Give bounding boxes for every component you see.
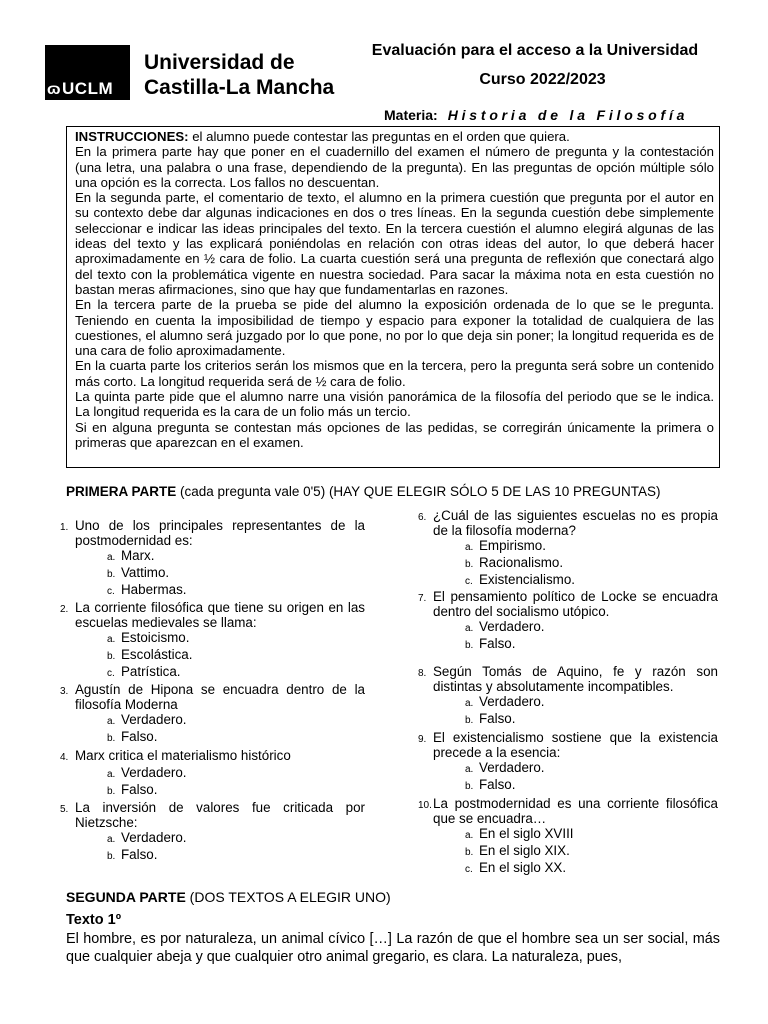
- question-number: 9.: [418, 734, 427, 745]
- subject-value: Historia de la Filosofía: [447, 107, 689, 123]
- text1-title: Texto 1º: [66, 912, 121, 928]
- question-number: 1.: [60, 522, 69, 533]
- answer-option: a. Verdadero.: [107, 712, 187, 727]
- question-number: 3.: [60, 686, 69, 697]
- exam-title: Evaluación para el acceso a la Universidad: [371, 42, 699, 59]
- question-text: La corriente filosófica que tiene su origen en las escuelas medievales se llama:: [75, 600, 365, 630]
- answer-option: c. Habermas.: [107, 582, 187, 597]
- answer-option: b. Falso.: [107, 782, 158, 797]
- answer-option: a. Verdadero.: [465, 619, 545, 634]
- question-item: [418, 508, 718, 589]
- question-item: [418, 796, 718, 877]
- answer-option: c. Patrística.: [107, 664, 181, 679]
- question-number: 6.: [418, 512, 427, 523]
- part1-title: PRIMERA PARTE: [66, 484, 177, 499]
- question-text: Agustín de Hipona se encuadra dentro de la filosofía Moderna: [75, 682, 365, 712]
- instructions-paragraph: En la primera parte hay que poner en el cuadernillo del examen el número de pregunta y la contestación (una letra, una palabra o una frase, dependiendo de la pregunta). En las preguntas de opción múltiple sólo una opción es la correcta. Los fallos no descuentan.: [75, 144, 714, 190]
- university-name-line-2: Castilla-La Mancha: [144, 76, 335, 99]
- answer-option: a. En el siglo XVIII: [465, 826, 574, 841]
- instructions-box: [66, 126, 720, 468]
- question-text: Uno de los principales representantes de la postmodernidad es:: [75, 518, 365, 548]
- subject-row: [384, 107, 688, 123]
- instructions-paragraph: En la segunda parte, el comentario de texto, el alumno en la primera cuestión que pregunta por el autor en su contexto debe dar algunas indicaciones en dos o tres líneas. En la segunda cuestión debe simplemente seleccionar e indicar las ideas principales del texto. En la tercera cuestión el alumno elegirá algunas de las ideas del texto y las explicará poniéndolas en relación con otras ideas del autor, lo que deberá hacer aproximadamente en ½ cara de folio. La cuarta cuestión será una pregunta de reflexión que conectará algo del texto con la problemática vigente en nuestra sociedad. Para sacar la máxima nota en esta cuestión no bastan meras afirmaciones, sino que hay que fundamentarlas en razones.: [75, 190, 714, 297]
- part2-title: SEGUNDA PARTE: [66, 889, 186, 905]
- answer-option: a. Verdadero.: [107, 830, 187, 845]
- instructions-intro: [75, 129, 714, 144]
- university-logo-text: [47, 79, 113, 99]
- question-text: La postmodernidad es una corriente filosófica que se encuadra…: [433, 796, 718, 826]
- answer-option: b. Vattimo.: [107, 565, 170, 580]
- part1-heading: [66, 484, 661, 499]
- exam-year: Curso 2022/2023: [479, 71, 606, 88]
- question-item: [418, 664, 718, 728]
- question-text: ¿Cuál de las siguientes escuelas no es propia de la filosofía moderna?: [433, 508, 718, 538]
- question-item: [60, 600, 365, 681]
- answer-option: a. Verdadero.: [465, 694, 545, 709]
- question-item: [60, 682, 365, 746]
- answer-option: b. Falso.: [465, 636, 516, 651]
- subject-label: Materia:: [384, 107, 438, 123]
- question-number: 4.: [60, 752, 69, 763]
- instructions-paragraph: En la tercera parte de la prueba se pide del alumno la exposición ordenada de lo que se le pregunta. Teniendo en cuenta la imposibilidad de tiempo y espacio para exponer la totalidad de cualquiera de las cuestiones, el alumno será juzgado por lo que pone, no por lo que deja sin poner; la longitud requerida es de una cara de folio aproximadamente.: [75, 297, 714, 359]
- question-item: [60, 800, 365, 864]
- question-item: [60, 518, 365, 599]
- instructions-paragraph: En la cuarta parte los criterios serán los mismos que en la tercera, pero la pregunta será sobre un contenido más corto. La longitud requerida será de ½ cara de folio.: [75, 358, 714, 389]
- question-text: La inversión de valores fue criticada por Nietzsche:: [75, 800, 365, 830]
- question-number: 8.: [418, 668, 427, 679]
- instructions-lead: INSTRUCCIONES:: [75, 129, 189, 144]
- instructions-paragraph: La quinta parte pide que el alumno narre una visión panorámica de la filosofía del periodo que se le indica. La longitud requerida es la cara de un folio más un tercio.: [75, 389, 714, 420]
- question-item: [418, 730, 718, 794]
- question-number: 7.: [418, 593, 427, 604]
- answer-option: b. En el siglo XIX.: [465, 843, 570, 858]
- question-number: 5.: [60, 804, 69, 815]
- answer-option: b. Falso.: [465, 777, 516, 792]
- answer-option: a. Verdadero.: [465, 760, 545, 775]
- answer-option: a. Verdadero.: [107, 765, 187, 780]
- question-number: 2.: [60, 604, 69, 615]
- question-text: El pensamiento político de Locke se encuadra dentro del socialismo utópico.: [433, 589, 718, 619]
- answer-option: a. Estoicismo.: [107, 630, 190, 645]
- part2-subtitle: (DOS TEXTOS A ELEGIR UNO): [185, 889, 391, 905]
- logo-mark-icon: ɷ: [47, 81, 62, 98]
- university-name-line-1: Universidad de: [144, 51, 295, 74]
- instructions-paragraph: Si en alguna pregunta se contestan más opciones de las pedidas, se corregirán únicamente la primera o primeras que aparezcan en el examen.: [75, 419, 714, 450]
- question-item: [418, 589, 718, 653]
- answer-option: c. Existencialismo.: [465, 572, 575, 587]
- answer-option: a. Marx.: [107, 548, 155, 563]
- question-text: Según Tomás de Aquino, fe y razón son distintas y absolutamente incompatibles.: [433, 664, 718, 694]
- part1-subtitle: (cada pregunta vale 0'5) (HAY QUE ELEGIR SÓLO 5 DE LAS 10 PREGUNTAS): [176, 484, 661, 499]
- answer-option: c. En el siglo XX.: [465, 860, 567, 875]
- answer-option: b. Escolástica.: [107, 647, 193, 662]
- instructions-intro-text: el alumno puede contestar las preguntas en el orden que quiera.: [188, 129, 570, 144]
- university-name: [144, 50, 334, 100]
- question-item: [60, 748, 365, 799]
- question-text: El existencialismo sostiene que la existencia precede a la esencia:: [433, 730, 718, 760]
- question-text: Marx critica el materialismo histórico: [75, 748, 291, 763]
- question-number: 10.: [418, 800, 432, 811]
- answer-option: b. Falso.: [465, 711, 516, 726]
- part2-heading: [66, 889, 391, 905]
- answer-option: b. Falso.: [107, 847, 158, 862]
- answer-option: a. Empirismo.: [465, 538, 546, 553]
- text1-body: El hombre, es por naturaleza, un animal cívico […] La razón de que el hombre sea un ser social, más que cualquier abeja y que cualquier otro animal gregario, es clara. La naturaleza, pues,: [66, 931, 720, 965]
- answer-option: b. Racionalismo.: [465, 555, 564, 570]
- logo-acronym: UCLM: [62, 79, 114, 98]
- answer-option: b. Falso.: [107, 729, 158, 744]
